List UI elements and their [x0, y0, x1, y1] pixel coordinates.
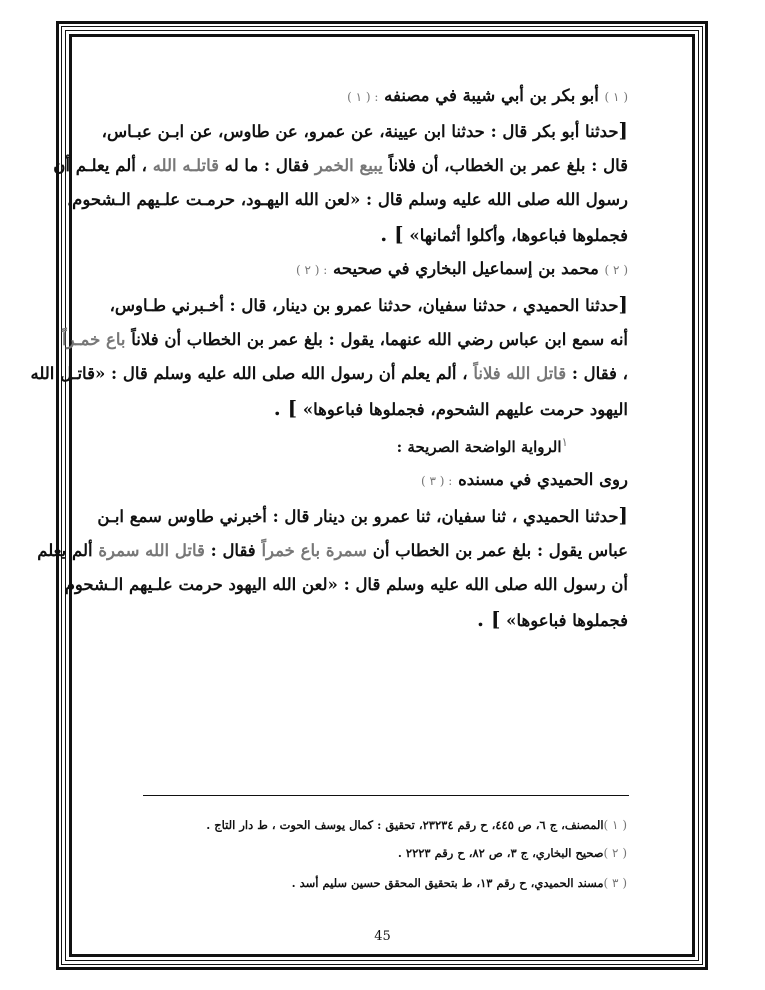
footnote-ref: : ( ١ ) — [347, 90, 379, 104]
line-text: اليهود حرمت عليهم الشحوم، فجملوها فباعوها» — [302, 400, 628, 419]
text-line — [64, 573, 628, 597]
footnote-ref: : ( ٣ ) — [421, 474, 453, 488]
footnote-mark: ( ٢ ) — [603, 846, 627, 860]
text-line — [66, 188, 628, 212]
footnote-ref: : ( ٢ ) — [295, 263, 328, 277]
open-bracket: [ — [618, 118, 628, 142]
line-text: فقال : — [210, 541, 256, 560]
close-bracket: ] . — [477, 607, 501, 631]
text-line — [30, 362, 628, 386]
line-text: حدثنا أبو بكر قال : حدثنا ابن عيينة، عن عمرو، عن طاوس، عن ابـن عبـاس، — [101, 122, 619, 141]
line-text: فجملوها فباعوها» — [506, 611, 628, 630]
footnote-3 — [147, 876, 627, 890]
open-bracket: [ — [618, 292, 628, 316]
line-text: ، ألم يعلم أن رسول الله صلى الله عليه وسلم قال : «قاتـل الله — [30, 364, 468, 383]
page-number: 45 — [374, 929, 391, 944]
source-title: أبو بكر بن أبي شيبة في مصنفه — [384, 86, 599, 105]
open-bracket: [ — [618, 503, 628, 527]
close-bracket: ] . — [273, 396, 298, 420]
line-text: ، فقال : — [571, 364, 628, 383]
ref-marker: ( ١ ) — [604, 90, 628, 104]
line-text: أنه سمع ابن عباس رضي الله عنهما، يقول : بلغ عمر بن الخطاب أن فلاناً — [131, 330, 628, 349]
text-line — [62, 328, 628, 352]
ref-marker: ( ٢ ) — [604, 263, 628, 277]
footnote-text: مسند الحميدي، ح رقم ١٣، ط بتحقيق المحقق حسين سليم أسد . — [291, 876, 604, 890]
heading-clear-narration — [138, 430, 628, 459]
text-line — [138, 222, 628, 248]
gray-text: سمرة باع خمراً — [261, 541, 367, 560]
line-text: حدثنا الحميدي ، ثنا سفيان، ثنا عمرو بن دينار قال : أخبرني طاوس سمع ابـن — [97, 507, 619, 526]
heading-ibn-abi-shaybah — [138, 84, 628, 108]
line-text: فجملوها فباعوها، وأكلوا أثمانها» — [409, 226, 628, 245]
text-line — [138, 607, 628, 633]
line-text: فقال : ما له — [224, 156, 310, 175]
footnote-separator — [143, 795, 629, 796]
line-text: رسول الله صلى الله عليه وسلم قال : «لعن الله اليهـود، حرمـت علـيهم الـشحوم، — [66, 190, 628, 209]
footnote-text: صحيح البخاري، ج ٣، ص ٨٢، ح رقم ٢٢٢٣ . — [397, 846, 604, 860]
footnote-mark: ( ١ ) — [603, 818, 627, 832]
gray-text: قاتل الله سمرة — [98, 541, 205, 560]
heading-bukhari — [138, 257, 628, 282]
section-title: الرواية الواضحة الصريحة : — [396, 438, 562, 456]
line-text: أن رسول الله صلى الله عليه وسلم قال : «لعن الله اليهود حرمت علـيهم الـشحوم — [64, 575, 628, 594]
line-text: ألم يعلم — [37, 541, 93, 560]
source-title: روى الحميدي في مسنده — [458, 470, 628, 489]
superscript-marker: ١ — [561, 435, 568, 449]
gray-text: باع خمـراً — [62, 330, 126, 349]
footnote-mark: ( ٣ ) — [603, 876, 627, 890]
gray-text: قاتلـه الله — [152, 156, 220, 175]
line-text: عباس يقول : بلغ عمر بن الخطاب أن — [372, 541, 628, 560]
text-line — [109, 292, 628, 318]
text-line — [138, 396, 628, 422]
text-line — [97, 503, 628, 529]
gray-text: يبيع الخمر — [314, 156, 383, 175]
main-text — [30, 84, 628, 633]
text-line — [101, 118, 628, 144]
line-text: قال : بلغ عمر بن الخطاب، أن فلاناً — [388, 156, 628, 175]
text-line — [37, 539, 628, 563]
source-title: محمد بن إسماعيل البخاري في صحيحه — [333, 259, 599, 278]
footnote-2 — [147, 846, 627, 860]
line-text: ، ألم يعلـم أن — [53, 156, 147, 175]
close-bracket: ] . — [380, 222, 404, 246]
heading-humaidi — [138, 468, 628, 493]
line-text: حدثنا الحميدي ، حدثنا سفيان، حدثنا عمرو بن دينار، قال : أخـبرني طـاوس، — [109, 296, 619, 315]
gray-text: قاتل الله فلاناً — [473, 364, 567, 383]
footnote-1 — [147, 818, 627, 832]
footnote-text: المصنف، ج ٦، ص ٤٤٥، ح رقم ٢٣٢٣٤، تحقيق : كمال يوسف الحوت ، ط دار التاج . — [206, 818, 604, 832]
text-line — [53, 154, 628, 178]
